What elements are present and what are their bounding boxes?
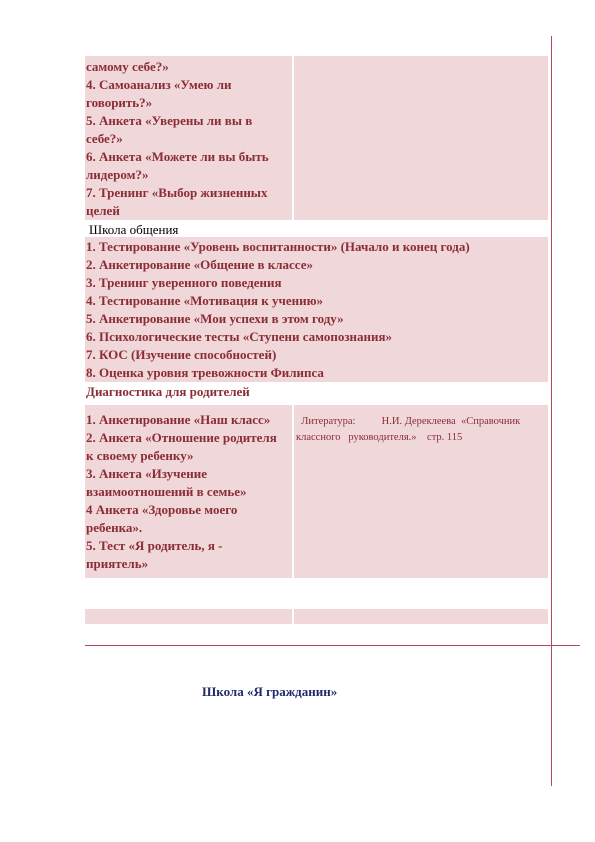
empty-cell-right (294, 609, 548, 624)
list-item: 4 Анкета «Здоровье моего (86, 502, 238, 517)
list-item: 5. Тест «Я родитель, я - (86, 538, 223, 553)
list-item: 2. Анкета «Отношение родителя (86, 430, 277, 445)
empty-cell-left (85, 609, 292, 624)
list-item: 2. Анкетирование «Общение в классе» (86, 257, 313, 272)
table-cell-right-1 (294, 56, 548, 220)
list-item: взаимоотношений в семье» (86, 484, 247, 499)
list-item: 8. Оценка уровня тревожности Филипса (86, 365, 324, 380)
horizontal-divider (85, 645, 580, 646)
list-item: 1. Тестирование «Уровень воспитанности» (Начало и конец года) (86, 239, 470, 254)
block1-line: 5. Анкета «Уверены ли вы в (86, 113, 253, 128)
block1-line: 6. Анкета «Можете ли вы быть (86, 149, 269, 164)
list-item: 3. Анкета «Изучение (86, 466, 208, 481)
list-item: к своему ребенку» (86, 448, 194, 463)
section-title: Школа «Я гражданин» (202, 684, 338, 699)
school-communication-heading: Школа общения (89, 222, 179, 237)
list-item: 1. Анкетирование «Наш класс» (86, 412, 271, 427)
list-item: 7. КОС (Изучение способностей) (86, 347, 277, 362)
list-item: 3. Тренинг уверенного поведения (86, 275, 282, 290)
list-item: ребенка». (86, 520, 143, 535)
list-item: 6. Психологические тесты «Ступени самопознания» (86, 329, 393, 344)
list-item: 4. Тестирование «Мотивация к учению» (86, 293, 324, 308)
right-margin-line (551, 36, 552, 786)
school-communication-list (86, 238, 470, 382)
literature-line: классного руководителя.» стр. 115 (296, 432, 463, 443)
block1-line: лидером?» (86, 167, 149, 182)
block1-line: 7. Тренинг «Выбор жизненных (86, 185, 268, 200)
block1-text (86, 58, 269, 220)
block1-line: себе?» (86, 131, 123, 146)
block1-line: самому себе?» (86, 59, 169, 74)
parents-heading: Диагностика для родителей (86, 384, 250, 399)
block1-line: 4. Самоанализ «Умею ли (86, 77, 232, 92)
parents-list (86, 411, 277, 573)
list-item: приятель» (86, 556, 149, 571)
literature-line: Литература: Н.И. Дереклеева «Справочник (296, 416, 521, 427)
literature-note (296, 414, 548, 446)
block1-line: говорить?» (86, 95, 153, 110)
list-item: 5. Анкетирование «Мои успехи в этом году» (86, 311, 344, 326)
block1-line: целей (86, 203, 120, 218)
